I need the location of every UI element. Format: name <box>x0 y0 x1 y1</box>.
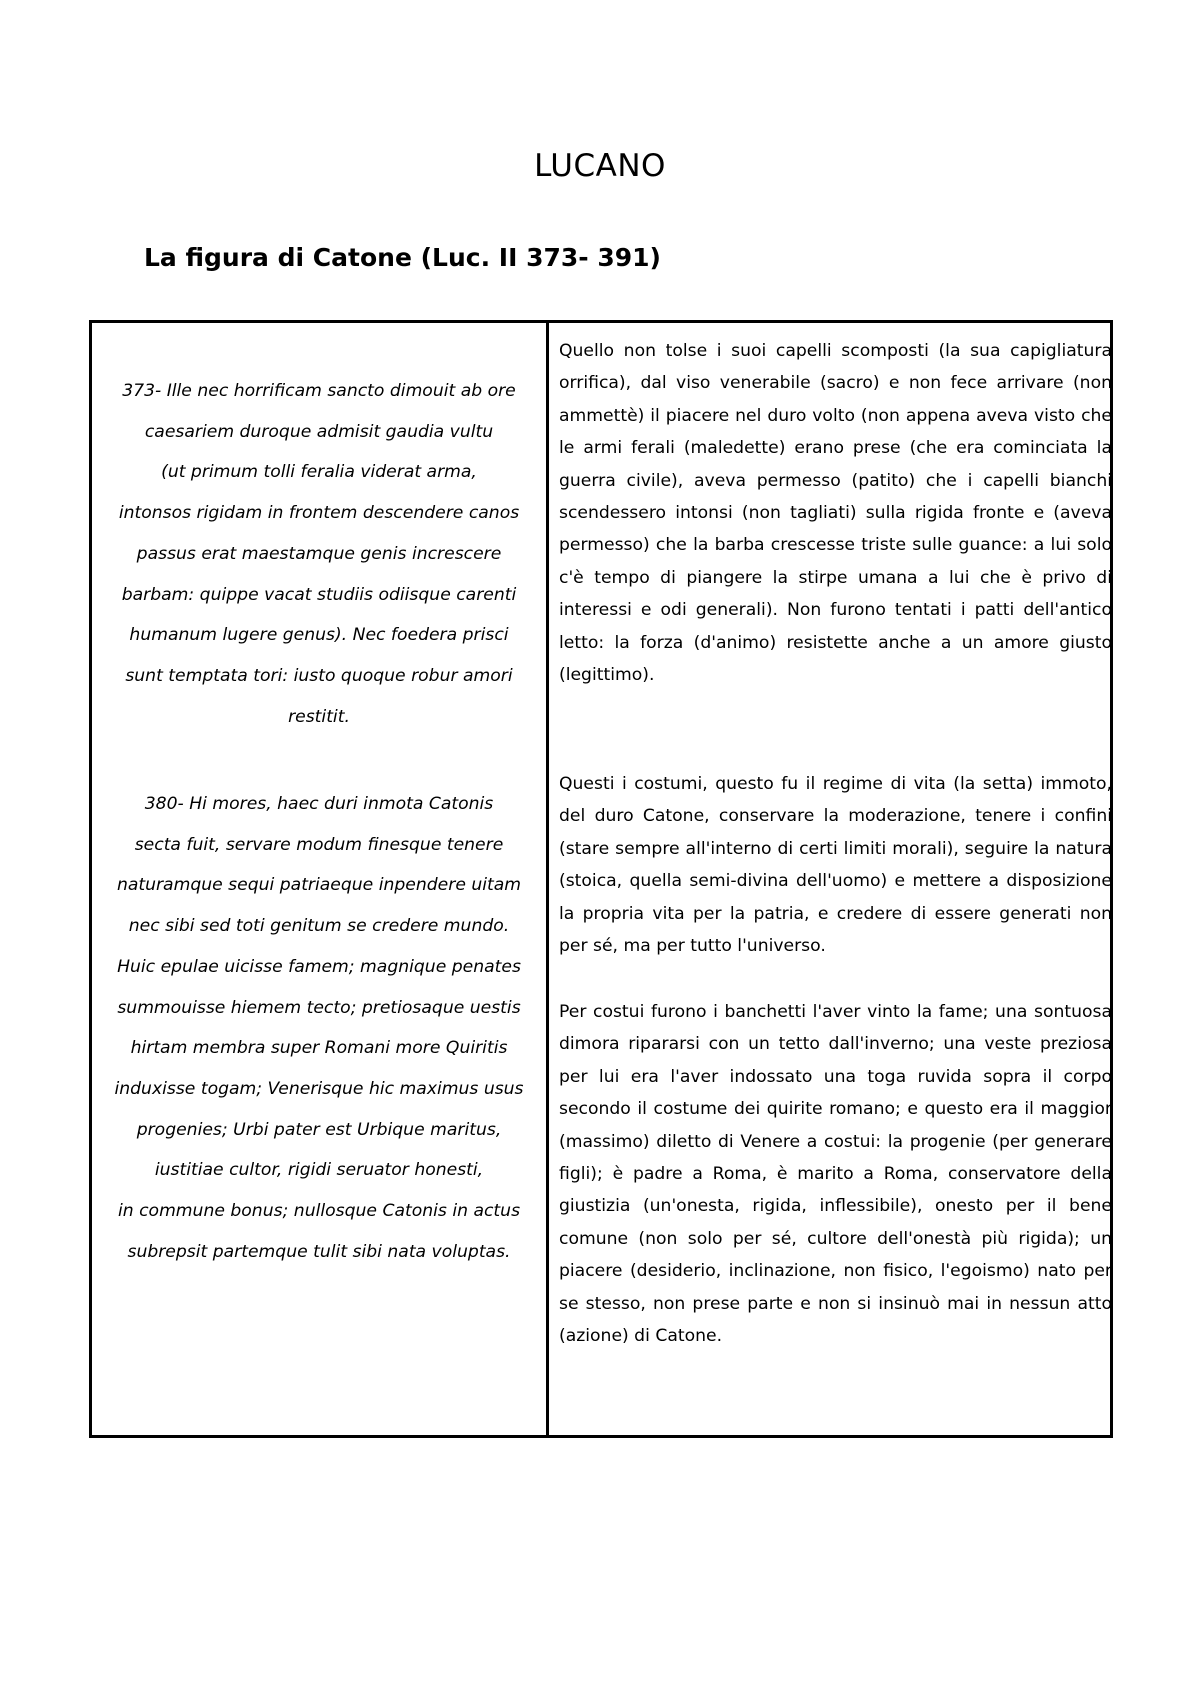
latin-verse-line: subrepsit partemque tulit sibi nata voluptas. <box>127 1241 511 1262</box>
latin-text-column <box>92 323 549 1435</box>
latin-verse-line: naturamque sequi patriaeque inpendere uitam <box>116 875 522 896</box>
latin-verse-block-373 <box>92 371 546 737</box>
italian-translation-column <box>549 323 1110 1435</box>
translation-paragraph-2: Questi i costumi, questo fu il regime di vita (la setta) immoto, del duro Catone, conservare la moderazione, tenere i confini (stare sempre all'interno di certi limiti morali), seguire la natura (stoica, quella semi-divina dell'uomo) e mettere a disposizione la propria vita per la patria, e credere di essere generati non per sé, ma per tutto l'universo. <box>559 774 1112 957</box>
translation-paragraph-3: Per costui furono i banchetti l'aver vinto la fame; una sontuosa dimora ripararsi con un tetto dall'inverno; una veste preziosa per lui era l'aver indossato una toga ruvida sopra il corpo secondo il costume dei quirite romano; e questo era il maggior (massimo) diletto di Venere a costui: la progenie (per generare figli); è padre a Roma, è marito a Roma, conservatore della giustizia (un'onesta, rigida, inflessibile), onesto per il bene comune (non solo per sé, cultore dell'onestà più rigida); un piacere (desiderio, inclinazione, non fisico, l'egoismo) nato per se stesso, non prese parte e non si insinuò mai in nessun atto (azione) di Catone. <box>559 1002 1112 1347</box>
latin-verse-line: nec sibi sed toti genitum se credere mundo. <box>128 916 510 937</box>
latin-verse-line: progenies; Urbi pater est Urbique maritus, <box>136 1119 502 1140</box>
latin-verse-line: 380- Hi mores, haec duri inmota Catonis <box>144 794 494 814</box>
latin-verse-line: humanum lugere genus). Nec foedera prisci <box>129 625 509 646</box>
latin-verse-line: secta fuit, servare modum finesque tenere <box>134 834 504 855</box>
latin-verse-line: Huic epulae uicisse famem; magnique penates <box>117 956 521 977</box>
latin-verse-line: sunt temptata tori: iusto quoque robur amori <box>125 665 513 686</box>
section-subtitle: La figura di Catone (Luc. II 373- 391) <box>144 243 661 272</box>
latin-verse-line: barbam: quippe vacat studiis odiisque carenti <box>121 584 517 605</box>
latin-verse-line: hirtam membra super Romani more Quiritis <box>130 1038 508 1059</box>
page-title: LUCANO <box>534 148 666 184</box>
latin-verse-line: restitit. <box>288 706 350 727</box>
latin-verse-line: intonsos rigidam in frontem descendere canos <box>118 503 520 524</box>
latin-verse-line: caesariem duroque admisit gaudia vultu <box>144 421 494 442</box>
latin-verse-line: (ut primum tolli feralia viderat arma, <box>161 462 477 483</box>
translation-paragraph-1: Quello non tolse i suoi capelli scomposti (la sua capigliatura orrifica), dal viso venerabile (sacro) e non fece arrivare (non ammettè) il piacere nel duro volto (non appena aveva visto che le armi ferali (maledette) erano prese (che era cominciata la guerra civile), aveva permesso (patito) che i capelli bianchi scendessero intonsi (non tagliati) sulla rigida fronte e (aveva permesso) che la barba crescesse triste sulle guance: a lui solo c'è tempo di piangere la stirpe umana a lui che è privo di interessi e odi generali). Non furono tentati i patti dell'antico letto: la forza (d'animo) resistette anche a un amore giusto (legittimo). <box>559 341 1112 686</box>
latin-verse-line: passus erat maestamque genis increscere <box>136 543 502 564</box>
latin-verse-line: in commune bonus; nullosque Catonis in actus <box>117 1201 521 1222</box>
latin-verse-block-380 <box>92 784 546 1272</box>
latin-verse-line: iustitiae cultor, rigidi seruator honesti, <box>154 1160 484 1181</box>
latin-verse-line: summouisse hiemem tecto; pretiosaque uestis <box>117 997 521 1018</box>
latin-verse-line: 373- Ille nec horrificam sancto dimouit ab ore <box>122 381 516 401</box>
latin-verse-line: induxisse togam; Venerisque hic maximus usus <box>114 1078 524 1099</box>
translation-table <box>89 320 1113 1438</box>
